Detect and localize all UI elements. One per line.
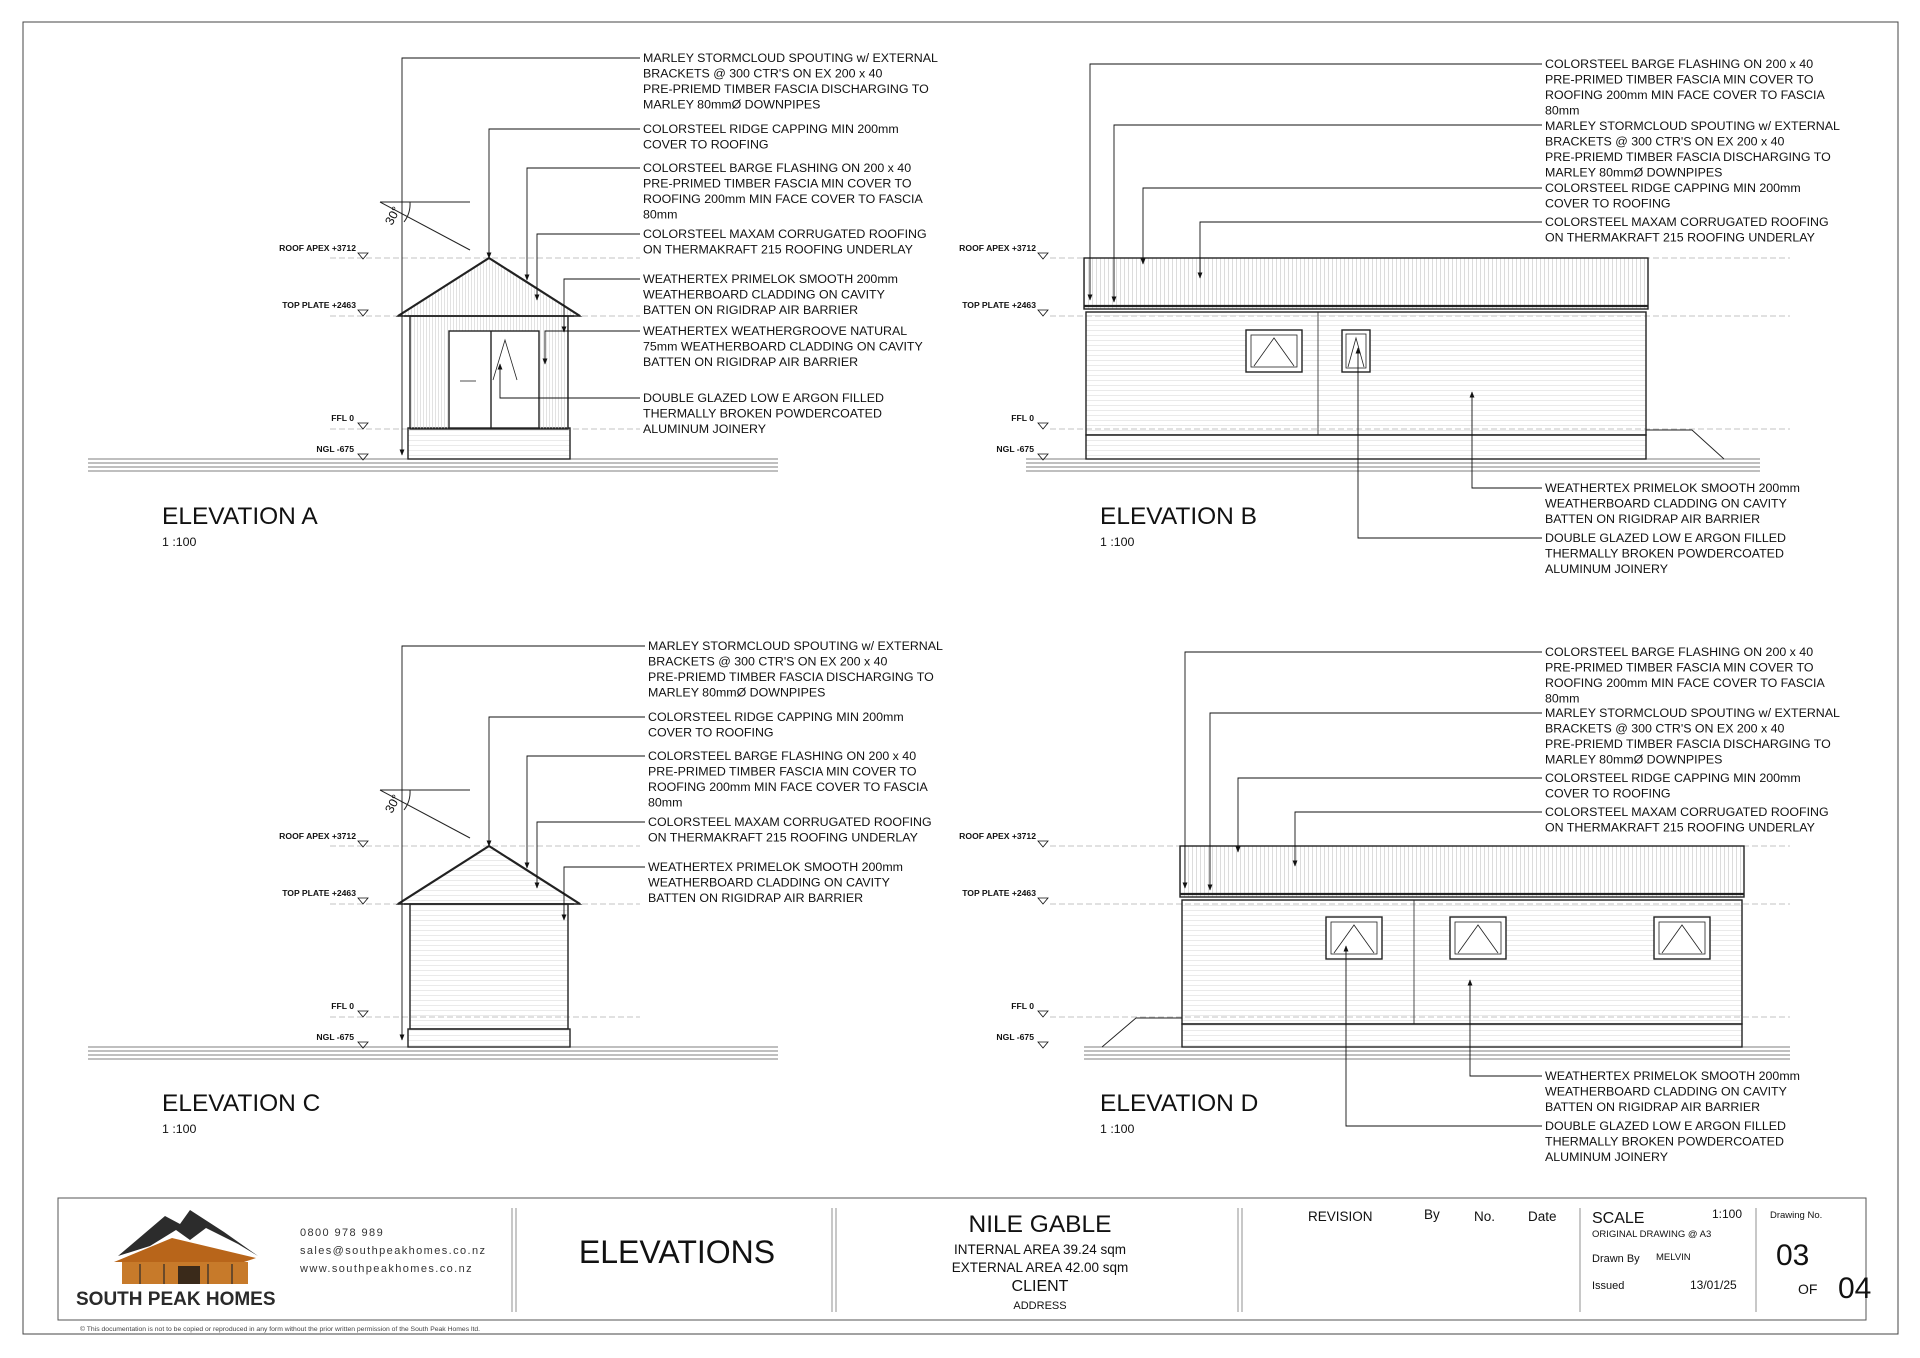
svg-text:WEATHERTEX PRIMELOK SMOOTH 200: WEATHERTEX PRIMELOK SMOOTH 200mm WEATHERBOARD CLADDING ON CAVITY BATTEN ON RIGIDRAP AIR BARRIER (648, 860, 903, 905)
level-label: TOP PLATE +2463 (962, 300, 1036, 310)
svg-text:DOUBLE GLAZED LOW E ARGON FILL: DOUBLE GLAZED LOW E ARGON FILLED THERMALLY BROKEN POWDERCOATED ALUMINUM JOINERY (1545, 1119, 1786, 1164)
svg-text:COLORSTEEL RIDGE CAPPING MIN 2: COLORSTEEL RIDGE CAPPING MIN 200mm COVER TO ROOFING (648, 710, 904, 740)
scale-label: SCALE (1592, 1210, 1645, 1227)
revision-no-header: No. (1474, 1209, 1496, 1224)
drawn-by-label: Drawn By (1592, 1253, 1640, 1265)
level-label: ROOF APEX +3712 (959, 831, 1036, 841)
level-markers (279, 831, 368, 1048)
ground-lines (88, 1047, 778, 1059)
level-label: NGL -675 (996, 444, 1034, 454)
issued-date: 13/01/25 (1690, 1278, 1737, 1292)
title-block (58, 1198, 1871, 1333)
revision-header: REVISION (1308, 1209, 1373, 1224)
elevation-scale: 1 :100 (162, 1122, 197, 1136)
level-markers (959, 243, 1048, 460)
svg-text:MARLEY STORMCLOUD SPOUTING w/: MARLEY STORMCLOUD SPOUTING w/ EXTERNAL BRACKETS @ 300 CTR'S ON EX 200 x 40 PRE-PRIEMD TIMBER FASCIA DISCHARGING TO MARLEY 80mmØ DOWNPIPES (1545, 119, 1840, 180)
internal-area: INTERNAL AREA 39.24 sqm (953, 1242, 1127, 1257)
project-name: NILE GABLE (968, 1211, 1112, 1238)
svg-text:COLORSTEEL BARGE FLASHING ON 2: COLORSTEEL BARGE FLASHING ON 200 x 40 PRE-PRIMED TIMBER FASCIA MIN COVER TO ROOFING 200mm MIN FACE COVER TO FASCIA 80mm (648, 749, 928, 810)
svg-text:COLORSTEEL BARGE FLASHING ON 2: COLORSTEEL BARGE FLASHING ON 200 x 40 PRE-PRIMED TIMBER FASCIA MIN COVER TO ROOFING 200mm MIN FACE COVER TO FASCIA 80mm (1545, 57, 1825, 118)
ground-lines (88, 459, 778, 471)
elevation-title: ELEVATION C (162, 1090, 321, 1117)
elevation-c (88, 639, 943, 1136)
company-website: www.southpeakhomes.co.nz (300, 1263, 474, 1275)
original-drawing-size: ORIGINAL DRAWING @ A3 (1592, 1229, 1712, 1240)
svg-text:MARLEY STORMCLOUD SPOUTING w/: MARLEY STORMCLOUD SPOUTING w/ EXTERNAL BRACKETS @ 300 CTR'S ON EX 200 x 40 PRE-PRIEMD TIMBER FASCIA DISCHARGING TO MARLEY 80mmØ DOWNPIPES (643, 51, 938, 112)
building-outline (398, 846, 580, 1047)
elevation-scale: 1 :100 (1100, 1122, 1135, 1136)
level-markers (959, 831, 1048, 1048)
level-label: FFL 0 (1011, 413, 1034, 423)
level-label: NGL -675 (316, 1032, 354, 1042)
company-phone: 0800 978 989 (300, 1227, 385, 1239)
ground-lines (1084, 1047, 1790, 1059)
elevation-title: ELEVATION A (162, 503, 318, 530)
svg-text:MARLEY STORMCLOUD SPOUTING w/: MARLEY STORMCLOUD SPOUTING w/ EXTERNAL BRACKETS @ 300 CTR'S ON EX 200 x 40 PRE-PRIEMD TIMBER FASCIA DISCHARGING TO MARLEY 80mmØ DOWNPIPES (648, 639, 943, 700)
company-email: sales@southpeakhomes.co.nz (300, 1245, 487, 1257)
svg-text:DOUBLE GLAZED LOW E ARGON FILL: DOUBLE GLAZED LOW E ARGON FILLED THERMALLY BROKEN POWDERCOATED ALUMINUM JOINERY (1545, 531, 1786, 576)
sheet-title: ELEVATIONS (578, 1234, 776, 1270)
elevation-b (959, 57, 1840, 576)
elevation-scale: 1 :100 (162, 535, 197, 549)
svg-text:COLORSTEEL MAXAM CORRUGATED RO: COLORSTEEL MAXAM CORRUGATED ROOFING ON THERMAKRAFT 215 ROOFING UNDERLAY (648, 815, 932, 845)
revision-by-header: By (1424, 1207, 1440, 1222)
level-label: TOP PLATE +2463 (282, 888, 356, 898)
pitch-label: 30° (382, 204, 404, 228)
building-outline (1084, 258, 1724, 459)
svg-text:COLORSTEEL MAXAM CORRUGATED RO: COLORSTEEL MAXAM CORRUGATED ROOFING ON THERMAKRAFT 215 ROOFING UNDERLAY (1545, 215, 1829, 245)
issued-label: Issued (1592, 1280, 1625, 1292)
level-label: FFL 0 (1011, 1001, 1034, 1011)
company-logo (76, 1210, 276, 1310)
level-label: ROOF APEX +3712 (279, 831, 356, 841)
client-name: CLIENT (1011, 1278, 1069, 1295)
drawing-no-label: Drawing No. (1770, 1210, 1823, 1221)
svg-text:WEATHERTEX WEATHERGROOVE NATUR: WEATHERTEX WEATHERGROOVE NATURAL 75mm WEATHERBOARD CLADDING ON CAVITY BATTEN ON RIGIDRAP AIR BARRIER (643, 324, 923, 369)
svg-text:WEATHERTEX PRIMELOK SMOOTH 200: WEATHERTEX PRIMELOK SMOOTH 200mm WEATHERBOARD CLADDING ON CAVITY BATTEN ON RIGIDRAP AIR BARRIER (1545, 1069, 1800, 1114)
scale-value: 1:100 (1712, 1207, 1743, 1221)
brand-name: SOUTH PEAK HOMES (76, 1289, 276, 1310)
level-label: FFL 0 (331, 413, 354, 423)
building-outline (1102, 846, 1744, 1047)
building-outline (398, 258, 580, 459)
level-label: TOP PLATE +2463 (962, 888, 1036, 898)
ground-lines (1026, 459, 1760, 471)
svg-text:COLORSTEEL MAXAM CORRUGATED RO: COLORSTEEL MAXAM CORRUGATED ROOFING ON THERMAKRAFT 215 ROOFING UNDERLAY (643, 227, 927, 257)
level-label: ROOF APEX +3712 (279, 243, 356, 253)
pitch-label: 30° (382, 792, 404, 816)
of-label: OF (1798, 1281, 1818, 1297)
revision-date-header: Date (1528, 1209, 1557, 1224)
svg-text:COLORSTEEL BARGE FLASHING ON 2: COLORSTEEL BARGE FLASHING ON 200 x 40 PRE-PRIMED TIMBER FASCIA MIN COVER TO ROOFING 200mm MIN FACE COVER TO FASCIA 80mm (643, 161, 923, 222)
sheet-number: 03 (1776, 1239, 1810, 1272)
level-label: FFL 0 (331, 1001, 354, 1011)
copyright-notice: © This documentation is not to be copied or reproduced in any form without the prior written permission of the South Peak Homes ltd. (80, 1326, 481, 1333)
elevation-title: ELEVATION B (1100, 503, 1258, 530)
level-label: NGL -675 (316, 444, 354, 454)
svg-text:DOUBLE GLAZED LOW E ARGON FILL: DOUBLE GLAZED LOW E ARGON FILLED THERMALLY BROKEN POWDERCOATED ALUMINUM JOINERY (643, 391, 884, 436)
level-label: NGL -675 (996, 1032, 1034, 1042)
svg-text:COLORSTEEL MAXAM CORRUGATED RO: COLORSTEEL MAXAM CORRUGATED ROOFING ON THERMAKRAFT 215 ROOFING UNDERLAY (1545, 805, 1829, 835)
client-address: ADDRESS (1013, 1300, 1067, 1312)
svg-text:COLORSTEEL RIDGE CAPPING MIN 2: COLORSTEEL RIDGE CAPPING MIN 200mm COVER TO ROOFING (643, 122, 899, 152)
svg-text:COLORSTEEL RIDGE CAPPING MIN 2: COLORSTEEL RIDGE CAPPING MIN 200mm COVER TO ROOFING (1545, 181, 1801, 211)
svg-text:COLORSTEEL BARGE FLASHING ON 2: COLORSTEEL BARGE FLASHING ON 200 x 40 PRE-PRIMED TIMBER FASCIA MIN COVER TO ROOFING 200mm MIN FACE COVER TO FASCIA 80mm (1545, 645, 1825, 706)
elevation-a (88, 51, 938, 549)
level-label: TOP PLATE +2463 (282, 300, 356, 310)
drawn-by-value: MELVIN (1656, 1252, 1691, 1263)
svg-text:WEATHERTEX PRIMELOK SMOOTH 200: WEATHERTEX PRIMELOK SMOOTH 200mm WEATHERBOARD CLADDING ON CAVITY BATTEN ON RIGIDRAP AIR BARRIER (643, 272, 898, 317)
elevation-d (959, 645, 1840, 1164)
external-area: EXTERNAL AREA 42.00 sqm (951, 1260, 1129, 1275)
level-markers (279, 243, 368, 460)
level-label: ROOF APEX +3712 (959, 243, 1036, 253)
total-sheets: 04 (1838, 1272, 1872, 1305)
elevation-title: ELEVATION D (1100, 1090, 1259, 1117)
elevation-scale: 1 :100 (1100, 535, 1135, 549)
material-notes (643, 51, 938, 436)
svg-text:COLORSTEEL RIDGE CAPPING MIN 2: COLORSTEEL RIDGE CAPPING MIN 200mm COVER TO ROOFING (1545, 771, 1801, 801)
svg-text:WEATHERTEX PRIMELOK SMOOTH 200: WEATHERTEX PRIMELOK SMOOTH 200mm WEATHERBOARD CLADDING ON CAVITY BATTEN ON RIGIDRAP AIR BARRIER (1545, 481, 1800, 526)
svg-text:MARLEY STORMCLOUD SPOUTING w/: MARLEY STORMCLOUD SPOUTING w/ EXTERNAL BRACKETS @ 300 CTR'S ON EX 200 x 40 PRE-PRIEMD TIMBER FASCIA DISCHARGING TO MARLEY 80mmØ DOWNPIPES (1545, 706, 1840, 767)
material-notes (648, 639, 943, 905)
